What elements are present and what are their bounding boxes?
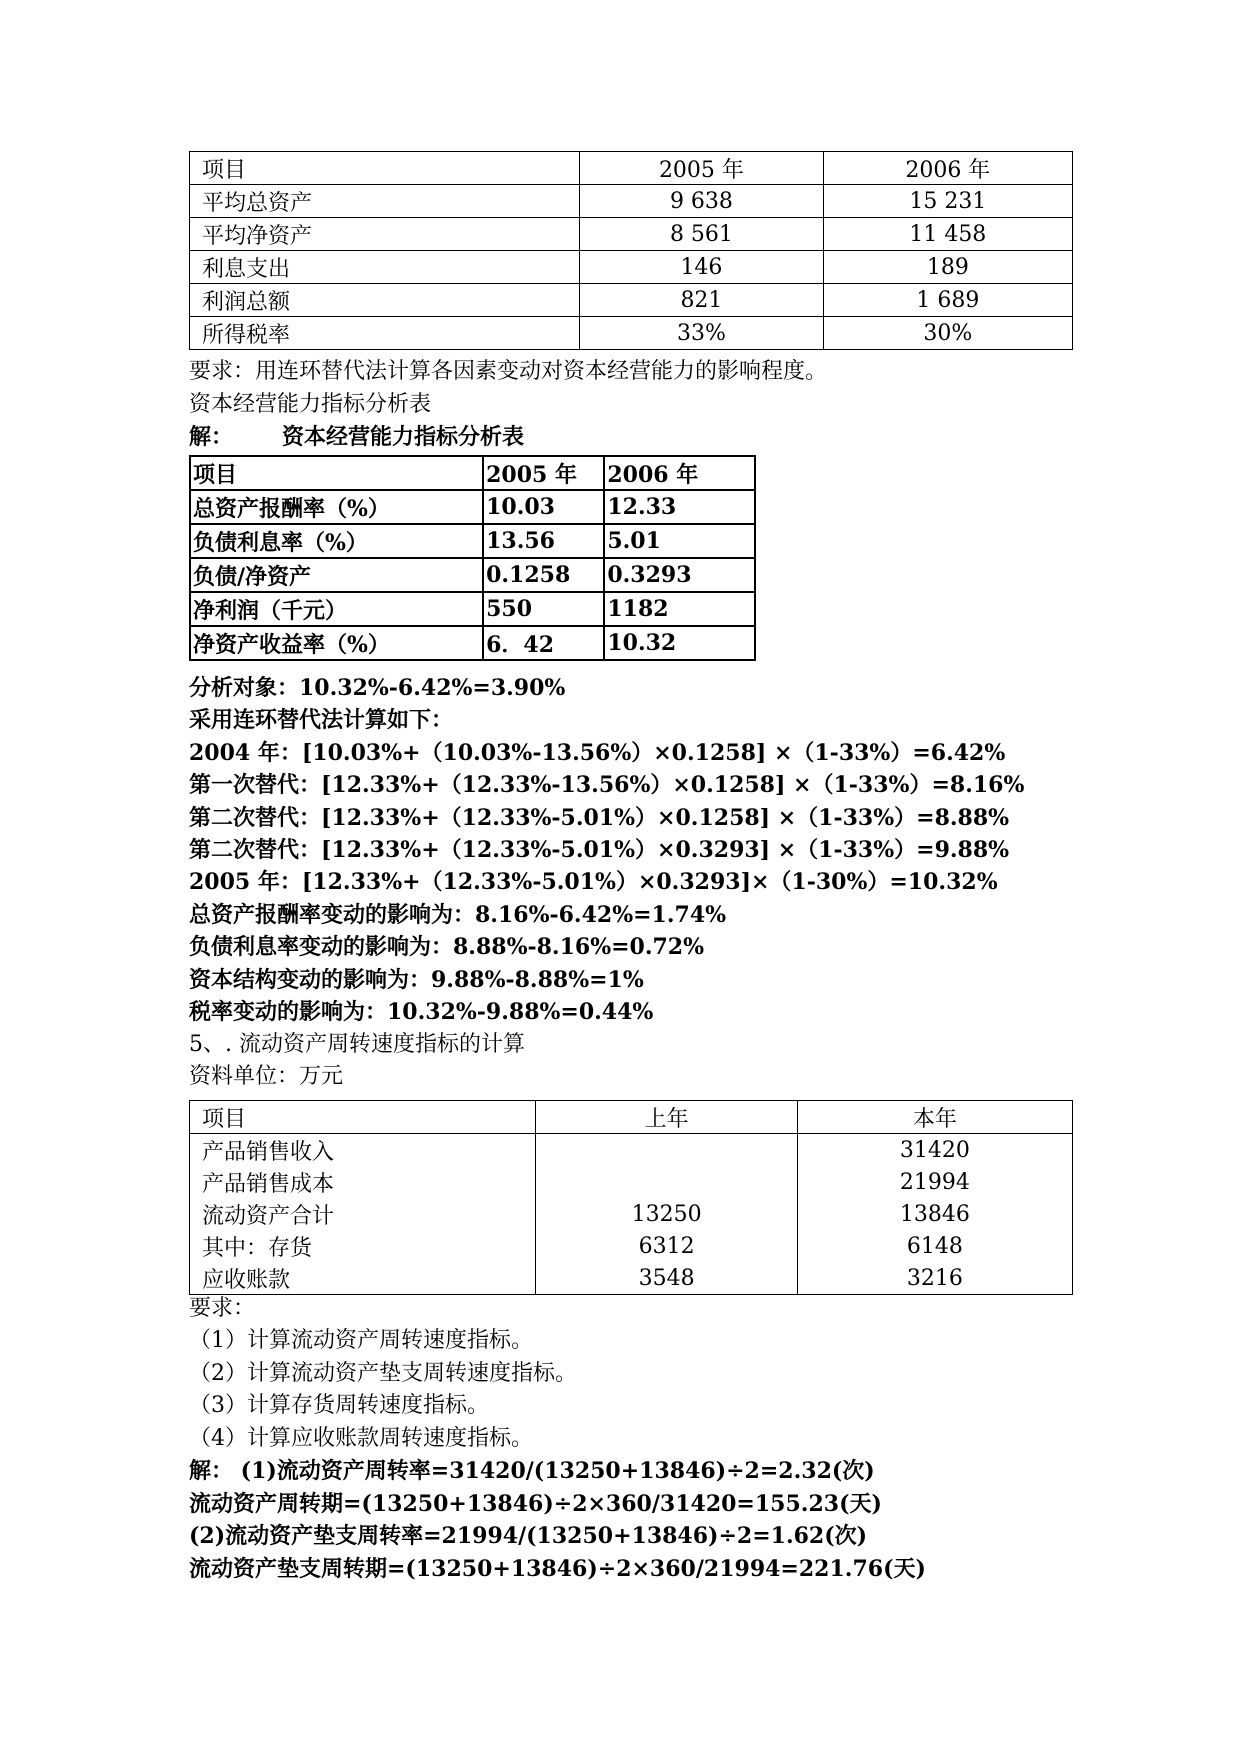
- analysis-line: 分析对象：10.32%-6.42%=3.90%: [189, 675, 566, 701]
- analysis-line: 第二次替代：[12.33%+（12.33%-5.01%）×0.1258] ×（1-33%）=8.88%: [189, 805, 1010, 831]
- cell-value: 33%: [580, 317, 823, 350]
- requirement-text: 要求：用连环替代法计算各因素变动对资本经营能力的影响程度。: [189, 359, 828, 384]
- cell-value: 146: [580, 251, 823, 284]
- cell-value: 6148: [797, 1230, 1072, 1262]
- row-label: 负债/净资产: [190, 558, 483, 592]
- table-header-row: [190, 1101, 1073, 1134]
- analysis-line: 2005 年：[12.33%+（12.33%-5.01%）×0.3293]×（1-30%）=10.32%: [189, 869, 998, 895]
- row-label: 流动资产合计: [190, 1198, 536, 1230]
- row-label: 净资产收益率（%）: [190, 626, 483, 660]
- cell-value: 6312: [536, 1230, 797, 1262]
- cell-value: 1182: [604, 592, 755, 626]
- table-row: [190, 558, 755, 592]
- cell-value: 10.03: [483, 490, 604, 524]
- cell-value: 13250: [536, 1198, 797, 1230]
- section-title: 5、. 流动资产周转速度指标的计算: [189, 1032, 525, 1057]
- row-label: 产品销售成本: [190, 1166, 536, 1198]
- table-row: [190, 1262, 1073, 1295]
- row-label: 所得税率: [190, 317, 580, 350]
- solution-heading: [189, 421, 525, 453]
- cell-value: 13846: [797, 1198, 1072, 1230]
- row-label: 平均总资产: [190, 185, 580, 218]
- cell-value: 31420: [797, 1134, 1072, 1167]
- row-label: 负债利息率（%）: [190, 524, 483, 558]
- unit-line: 资料单位：万元: [189, 1064, 344, 1089]
- header-cell: 2006 年: [823, 152, 1072, 185]
- cell-value: 11 458: [823, 218, 1072, 251]
- cell-value: 8 561: [580, 218, 823, 251]
- table-row: [190, 1230, 1073, 1262]
- cell-value: 13.56: [483, 524, 604, 558]
- header-cell: 2006 年: [604, 456, 755, 490]
- row-label: 其中：存货: [190, 1230, 536, 1262]
- row-label: 应收账款: [190, 1262, 536, 1295]
- cell-value: [536, 1134, 797, 1167]
- cell-value: 21994: [797, 1166, 1072, 1198]
- cell-value: 5.01: [604, 524, 755, 558]
- table-row: [190, 626, 755, 660]
- cell-value: 6．42: [483, 626, 604, 660]
- header-cell: 2005 年: [483, 456, 604, 490]
- analysis-line: 采用连环替代法计算如下：: [189, 707, 454, 733]
- cell-value: 1 689: [823, 284, 1072, 317]
- solution-line: 解： (1)流动资产周转率=31420/(13250+13846)÷2=2.32(次): [189, 1458, 875, 1484]
- analysis-line: 第二次替代：[12.33%+（12.33%-5.01%）×0.3293] ×（1-33%）=9.88%: [189, 837, 1010, 863]
- solution-label: 解：: [189, 424, 234, 450]
- table-row: [190, 1198, 1073, 1230]
- analysis-line: 总资产报酬率变动的影响为：8.16%-6.42%=1.74%: [189, 902, 727, 928]
- cell-value: 9 638: [580, 185, 823, 218]
- row-label: 产品销售收入: [190, 1134, 536, 1167]
- table-row: [190, 592, 755, 626]
- table-row: [190, 1134, 1073, 1167]
- table-header-row: [190, 456, 755, 490]
- table-row: [190, 1166, 1073, 1198]
- cell-value: 0.1258: [483, 558, 604, 592]
- header-cell: 本年: [797, 1101, 1072, 1134]
- cell-value: 12.33: [604, 490, 755, 524]
- cell-value: 550: [483, 592, 604, 626]
- row-label: 平均净资产: [190, 218, 580, 251]
- table-row: [190, 284, 1073, 317]
- cell-value: 10.32: [604, 626, 755, 660]
- asset-data-table: [189, 151, 1073, 350]
- table-title: 资本经营能力指标分析表: [282, 424, 525, 450]
- cell-value: [536, 1166, 797, 1198]
- cell-value: 30%: [823, 317, 1072, 350]
- cell-value: 0.3293: [604, 558, 755, 592]
- analysis-line: 负债利息率变动的影响为：8.88%-8.16%=0.72%: [189, 934, 705, 960]
- table-row: [190, 218, 1073, 251]
- requirement-item: （2）计算流动资产垫支周转速度指标。: [189, 1361, 577, 1386]
- capital-ability-table: [189, 455, 756, 661]
- solution-line: 流动资产垫支周转期=(13250+13846)÷2×360/21994=221.76(天): [189, 1556, 926, 1582]
- table-caption: 资本经营能力指标分析表: [189, 392, 432, 417]
- table-row: [190, 317, 1073, 350]
- row-label: 利息支出: [190, 251, 580, 284]
- header-cell: 项目: [190, 456, 483, 490]
- header-cell: 上年: [536, 1101, 797, 1134]
- table-row: [190, 251, 1073, 284]
- header-cell: 项目: [190, 152, 580, 185]
- header-cell: 项目: [190, 1101, 536, 1134]
- solution-line: (2)流动资产垫支周转率=21994/(13250+13846)÷2=1.62(次): [189, 1523, 868, 1549]
- analysis-line: 资本结构变动的影响为：9.88%-8.88%=1%: [189, 967, 644, 993]
- analysis-line: 第一次替代：[12.33%+（12.33%-13.56%）×0.1258] ×（1-33%）=8.16%: [189, 772, 1025, 798]
- requirement-item: （4）计算应收账款周转速度指标。: [189, 1426, 533, 1451]
- requirements-label: 要求：: [189, 1296, 256, 1321]
- table-header-row: [190, 152, 1073, 185]
- analysis-line: 2004 年：[10.03%+（10.03%-13.56%）×0.1258] ×（1-33%）=6.42%: [189, 740, 1006, 766]
- cell-value: 3548: [536, 1262, 797, 1295]
- requirement-item: （3）计算存货周转速度指标。: [189, 1393, 489, 1418]
- cell-value: 821: [580, 284, 823, 317]
- analysis-line: 税率变动的影响为：10.32%-9.88%=0.44%: [189, 999, 654, 1025]
- cell-value: 15 231: [823, 185, 1072, 218]
- table-row: [190, 490, 755, 524]
- requirement-item: （1）计算流动资产周转速度指标。: [189, 1328, 533, 1353]
- table-row: [190, 524, 755, 558]
- row-label: 利润总额: [190, 284, 580, 317]
- current-asset-table: [189, 1100, 1073, 1295]
- cell-value: 189: [823, 251, 1072, 284]
- solution-line: 流动资产周转期=(13250+13846)÷2×360/31420=155.23(天): [189, 1491, 882, 1517]
- row-label: 总资产报酬率（%）: [190, 490, 483, 524]
- table-row: [190, 185, 1073, 218]
- row-label: 净利润（千元）: [190, 592, 483, 626]
- header-cell: 2005 年: [580, 152, 823, 185]
- cell-value: 3216: [797, 1262, 1072, 1295]
